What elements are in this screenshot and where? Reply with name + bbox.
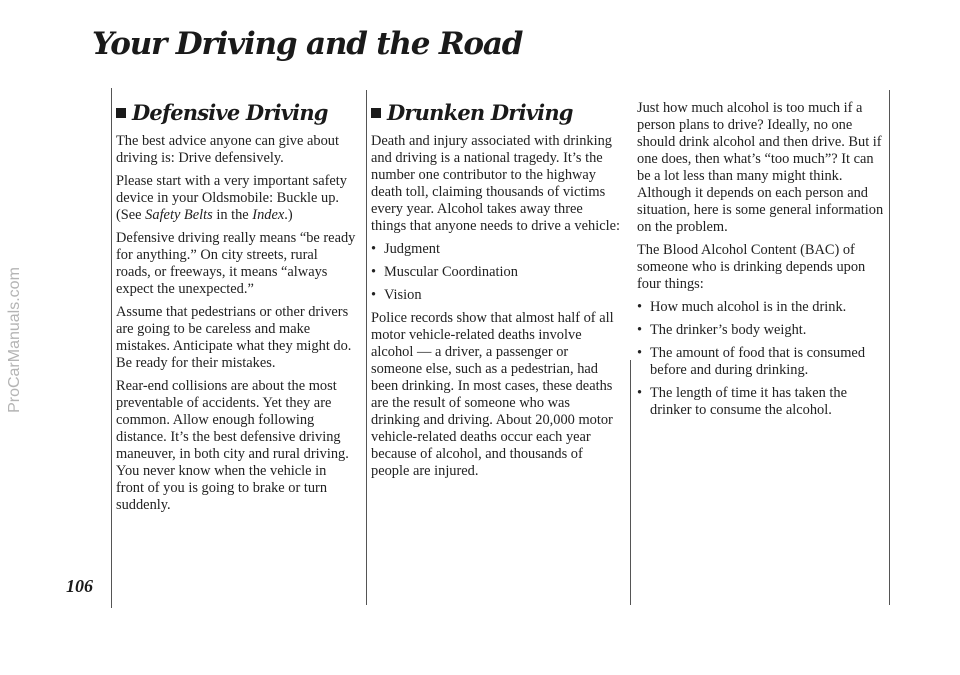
defensive-driving-heading — [116, 100, 356, 125]
list-item-text: The length of time it has taken the drinker to consume the alcohol. — [650, 385, 848, 418]
drunken-driving-heading-text: Drunken Driving — [387, 100, 573, 125]
list-item-text: The amount of food that is consumed before and during drinking. — [650, 345, 866, 378]
defensive-paragraph-2 — [116, 173, 356, 224]
list-item-text: The drinker’s body weight. — [650, 322, 807, 338]
index-reference: Index — [252, 207, 285, 223]
impairment-list — [371, 241, 621, 304]
defensive-p2-text-a: Please start with a very important safety device in your Oldsmobile: Buckle up. (See — [116, 173, 347, 223]
bac-paragraph-1: Just how much alcohol is too much if a person plans to drive? Ideally, no one should drink alcohol and then drive. But if one does, then what’s “too much”? It can be a lot less than many might think. Although it depends on each person and situation, here is some general information on the problem. — [637, 100, 884, 235]
bullet-dot-icon: • — [371, 287, 377, 303]
safety-belts-reference: Safety Belts — [145, 207, 213, 223]
defensive-p2-text-b: in the — [212, 207, 253, 223]
defensive-driving-section — [116, 100, 356, 520]
square-bullet-icon — [116, 108, 126, 118]
drunken-paragraph-1: Death and injury associated with drinking and driving is a national tragedy. It’s the number one contributor to the highway death toll, claiming thousands of victims every year. Alcohol takes away three things that anyone needs to drive a vehicle: — [371, 133, 620, 234]
defensive-driving-heading-text: Defensive Driving — [132, 100, 328, 125]
defensive-paragraph-1: The best advice anyone can give about driving is: Drive defensively. — [116, 133, 339, 166]
bac-section — [637, 100, 887, 425]
list-item — [637, 345, 887, 379]
defensive-paragraph-4: Assume that pedestrians or other drivers are going to be careless and make mistakes. Anticipate what they might do. Be ready for their mistakes. — [116, 304, 352, 371]
bullet-dot-icon: • — [637, 299, 643, 315]
watermark — [1, 180, 29, 500]
list-item — [371, 287, 621, 304]
defensive-paragraph-5: Rear-end collisions are about the most preventable of accidents. Yet they are common. Allow enough following distance. It’s the best defensive driving maneuver, in both city and rural driving. You never know when the vehicle in front of you is going to brake or turn suddenly. — [116, 378, 349, 513]
drunken-driving-heading — [371, 100, 621, 125]
bullet-dot-icon: • — [371, 264, 377, 280]
bullet-dot-icon: • — [637, 385, 643, 401]
list-item-text: Judgment — [384, 241, 440, 257]
list-item — [637, 322, 887, 339]
list-item — [371, 241, 621, 258]
list-item — [371, 264, 621, 281]
column-divider-1 — [366, 90, 367, 605]
drunken-paragraph-2: Police records show that almost half of all motor vehicle-related deaths involve alcohol — a driver, a passenger or someone else, such as a pedestrian, had been drinking. In most cases, these deaths are the result of someone who was drinking and driving. About 20,000 motor vehicle-related deaths occur each year because of alcohol, and thousands of people are injured. — [371, 310, 614, 479]
bullet-dot-icon: • — [637, 322, 643, 338]
list-item — [637, 299, 887, 316]
column-divider-2 — [630, 360, 631, 605]
right-margin-rule — [889, 90, 890, 605]
page-number: 106 — [66, 576, 93, 596]
list-item — [637, 385, 887, 419]
bac-paragraph-2: The Blood Alcohol Content (BAC) of someone who is drinking depends upon four things: — [637, 242, 866, 292]
square-bullet-icon — [371, 108, 381, 118]
list-item-text: Muscular Coordination — [384, 264, 518, 280]
bac-factors-list — [637, 299, 887, 419]
list-item-text: How much alcohol is in the drink. — [650, 299, 847, 315]
defensive-p2-text-c: .) — [284, 207, 293, 223]
bullet-dot-icon: • — [371, 241, 377, 257]
defensive-paragraph-3: Defensive driving really means “be ready for anything.” On city streets, rural roads, or freeways, it means “always expect the unexpected.” — [116, 230, 356, 297]
bullet-dot-icon: • — [637, 345, 643, 361]
drunken-driving-section — [371, 100, 621, 486]
list-item-text: Vision — [384, 287, 422, 303]
page-title: Your Driving and the Road — [92, 26, 523, 62]
watermark-text: ProCarManuals.com — [6, 267, 24, 413]
left-margin-rule — [111, 88, 112, 608]
